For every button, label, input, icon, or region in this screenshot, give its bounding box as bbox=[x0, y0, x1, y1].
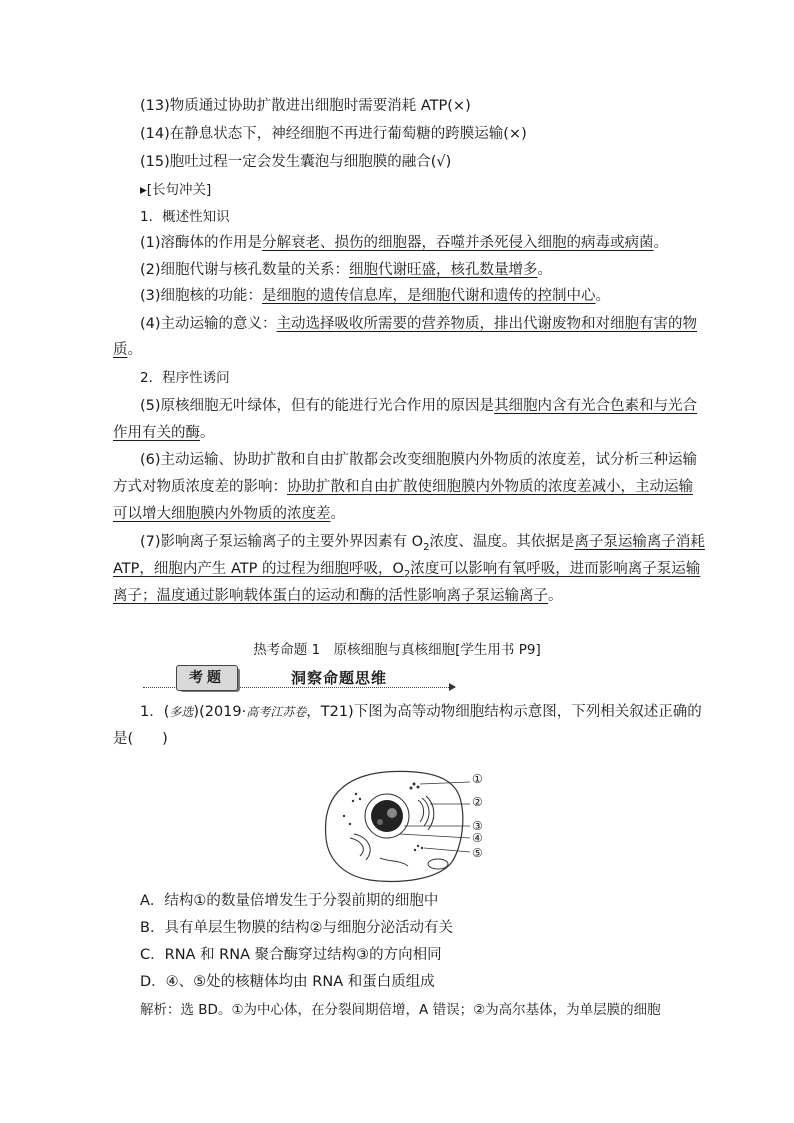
cell-svg bbox=[320, 768, 490, 886]
label-3: ③ bbox=[472, 819, 483, 833]
option-a: A．结构①的数量倍增发生于分裂前期的细胞中 bbox=[140, 893, 439, 909]
question-stem-cont: 是( ) bbox=[113, 731, 168, 747]
item-7-cont: ATP，细胞内产生 ATP 的过程为细胞呼吸，$O_2$浓度可以影响有氧呼吸，进而影响离子泵运输 bbox=[113, 561, 701, 580]
arrow-icon bbox=[449, 683, 456, 691]
analysis: 解析：选 BD。①为中心体，在分裂间期倍增，A 错误；②为高尔基体，为单层膜的细胞 bbox=[140, 1002, 661, 1018]
option-c: C．RNA 和 RNA 聚合酶穿过结构③的方向相同 bbox=[140, 947, 442, 963]
section2-heading: 2．程序性诱问 bbox=[140, 370, 230, 386]
item-2: (2)细胞代谢与核孔数量的关系：细胞代谢旺盛，核孔数量增多。 bbox=[140, 262, 553, 278]
item-3: (3)细胞核的功能：是细胞的遗传信息库，是细胞代谢和遗传的控制中心。 bbox=[140, 288, 611, 304]
item-1: (1)溶酶体的作用是分解衰老、损伤的细胞器，吞噬并杀死侵入细胞的病毒或病菌。 bbox=[140, 235, 669, 251]
item-5-cont: 作用有关的酶。 bbox=[113, 425, 215, 441]
long-sentence-header: ▸[长句冲关] bbox=[140, 182, 212, 198]
label-5: ⑤ bbox=[472, 846, 483, 860]
section1-heading: 1．概述性知识 bbox=[140, 209, 230, 225]
judgment-13: (13)物质通过协助扩散进出细胞时需要消耗 ATP(×) bbox=[140, 98, 471, 114]
judgment-15: (15)胞吐过程一定会发生囊泡与细胞膜的融合(√) bbox=[140, 154, 452, 170]
exam-tag: 考题 bbox=[176, 665, 238, 691]
exam-band bbox=[143, 663, 459, 693]
option-d: D．④、⑤处的核糖体均由 RNA 和蛋白质组成 bbox=[140, 974, 435, 990]
option-b: B．具有单层生物膜的结构②与细胞分泌活动有关 bbox=[140, 920, 453, 936]
animal-cell-diagram bbox=[320, 768, 490, 886]
label-4: ④ bbox=[472, 831, 483, 845]
question-stem: 1．(多选)(2019·高考江苏卷，T21)下图为高等动物细胞结构示意图，下列相关叙述正确的 bbox=[140, 704, 702, 720]
judgment-14: (14)在静息状态下，神经细胞不再进行葡萄糖的跨膜运输(×) bbox=[140, 126, 527, 142]
item-7: (7)影响离子泵运输离子的主要外界因素有 $O_2$浓度、温度。其依据是离子泵运输离子消耗 bbox=[140, 534, 705, 553]
item-6-cont2: 可以增大细胞膜内外物质的浓度差。 bbox=[113, 506, 345, 522]
item-6: (6)主动运输、协助扩散和自由扩散都会改变细胞膜内外物质的浓度差，试分析三种运输 bbox=[140, 452, 698, 468]
item-4-cont: 质。 bbox=[113, 342, 142, 358]
label-2: ② bbox=[472, 795, 483, 809]
item-6-cont: 方式对物质浓度差的影响：协助扩散和自由扩散使细胞膜内外物质的浓度差减小，主动运输 bbox=[113, 479, 693, 495]
band-text: 洞察命题思维 bbox=[291, 669, 388, 687]
item-7-cont2: 离子；温度通过影响载体蛋白的运动和酶的活性影响离子泵运输离子。 bbox=[113, 588, 563, 604]
label-1: ① bbox=[472, 772, 483, 786]
item-4: (4)主动运输的意义：主动选择吸收所需要的营养物质，排出代谢废物和对细胞有害的物 bbox=[140, 316, 698, 332]
topic-title: 热考命题 1 原核细胞与真核细胞[学生用书 P9] bbox=[253, 642, 541, 658]
item-5: (5)原核细胞无叶绿体，但有的能进行光合作用的原因是其细胞内含有光合色素和与光合 bbox=[140, 398, 698, 414]
